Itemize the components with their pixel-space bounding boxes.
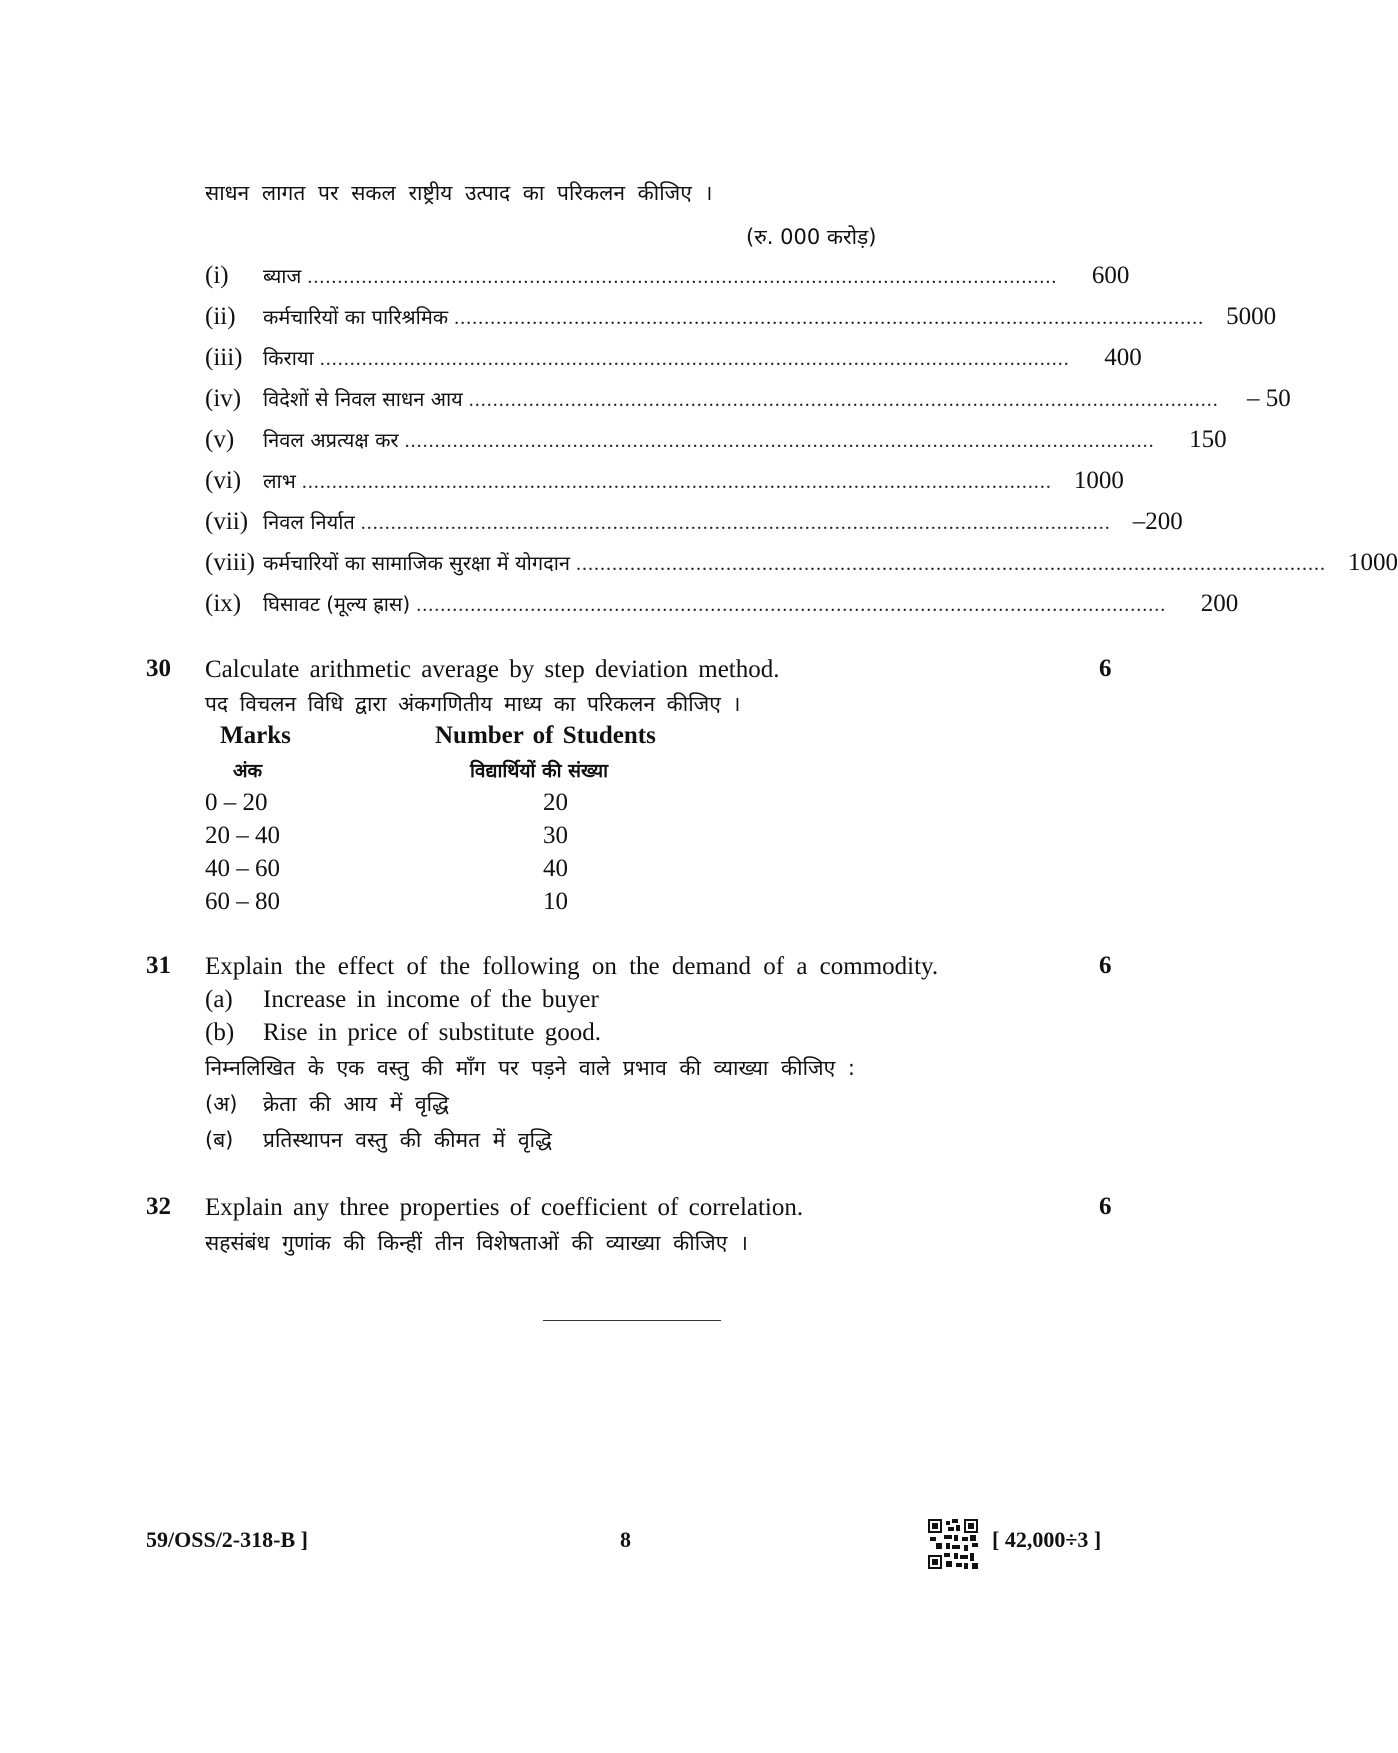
- item-label: निवल निर्यात: [263, 510, 355, 534]
- q29-item: [205, 262, 1130, 298]
- qr-code-icon: [928, 1519, 978, 1569]
- leader-dots: .............................................................................................................................: [404, 430, 1155, 452]
- q31-part-a-hi: क्रेता की आय में वृद्धि: [263, 1092, 449, 1116]
- item-number: (vii): [205, 508, 249, 535]
- leader-dots: .............................................................................................................................: [416, 594, 1167, 616]
- leader-dots: .............................................................................................................................: [301, 471, 1052, 493]
- q31-text-en: Explain the effect of the following on the demand of a commodity.: [205, 953, 939, 980]
- q29-item: [205, 549, 1398, 585]
- leader-dots: .............................................................................................................................: [576, 553, 1327, 575]
- q32-marks: 6: [1099, 1193, 1112, 1220]
- table-cell-count: 30: [543, 822, 568, 849]
- item-value: 600: [1091, 262, 1130, 289]
- item-value: 150: [1189, 426, 1227, 453]
- item-value: –200: [1132, 508, 1183, 535]
- q29-unit: (रु. 000 करोड़): [746, 225, 877, 249]
- q32-text-en: Explain any three properties of coefficient of correlation.: [205, 1194, 804, 1221]
- table-cell-count: 20: [543, 789, 568, 816]
- item-label: निवल अप्रत्यक्ष कर: [263, 428, 399, 452]
- leader-dots: .............................................................................................................................: [454, 307, 1205, 329]
- q30-marks: 6: [1099, 655, 1112, 682]
- table-cell-range: 20 – 40: [205, 822, 280, 849]
- footer-paper-code: 59/OSS/2-318-B ]: [146, 1527, 308, 1552]
- q32-text-hi: सहसंबंध गुणांक की किन्हीं तीन विशेषताओं की व्याख्या कीजिए ।: [205, 1231, 749, 1255]
- item-label: विदेशों से निवल साधन आय: [263, 387, 463, 411]
- col-header-students: Number of Students: [435, 722, 656, 749]
- q31-part-b-en: Rise in price of substitute good.: [263, 1019, 602, 1046]
- leader-dots: .............................................................................................................................: [468, 389, 1219, 411]
- q29-item: [205, 344, 1142, 380]
- q31-part-a-en: Increase in income of the buyer: [263, 986, 599, 1013]
- q29-instruction-hi: साधन लागत पर सकल राष्ट्रीय उत्पाद का परिकलन कीजिए ।: [205, 181, 713, 205]
- q31-part-b-label: (b): [205, 1019, 235, 1046]
- item-number: (iii): [205, 344, 243, 371]
- item-label: घिसावट (मूल्य ह्रास): [263, 592, 411, 616]
- table-cell-range: 40 – 60: [205, 855, 280, 882]
- item-value: 1000: [1073, 467, 1124, 494]
- item-number: (v): [205, 426, 235, 453]
- footer-print-count: [ 42,000÷3 ]: [992, 1527, 1102, 1552]
- q31-part-a-label: (a): [205, 986, 233, 1013]
- item-value: 5000: [1226, 303, 1277, 330]
- item-label: ब्याज: [263, 264, 302, 288]
- item-label: लाभ: [263, 469, 296, 493]
- col-header-marks-hi: अंक: [233, 760, 263, 782]
- item-value: 200: [1200, 590, 1239, 617]
- item-value: – 50: [1247, 385, 1291, 412]
- q31-marks: 6: [1099, 952, 1112, 979]
- col-header-marks: Marks: [220, 722, 291, 749]
- table-cell-count: 10: [543, 888, 568, 915]
- q29-item: [205, 590, 1239, 626]
- item-number: (iv): [205, 385, 242, 412]
- item-number: (ii): [205, 303, 236, 330]
- end-rule: [543, 1320, 721, 1321]
- q30-text-hi: पद विचलन विधि द्वारा अंकगणितीय माध्य का परिकलन कीजिए ।: [205, 692, 741, 716]
- table-cell-range: 0 – 20: [205, 789, 268, 816]
- item-number: (i): [205, 262, 229, 289]
- question-number: 30: [146, 655, 171, 682]
- q29-item: [205, 467, 1124, 503]
- q31-text-hi: निम्नलिखित के एक वस्तु की माँग पर पड़ने वाले प्रभाव की व्याख्या कीजिए :: [205, 1056, 856, 1080]
- leader-dots: .............................................................................................................................: [307, 266, 1058, 288]
- item-number: (viii): [205, 549, 255, 576]
- footer-page-number: 8: [620, 1527, 631, 1552]
- item-label: कर्मचारियों का सामाजिक सुरक्षा में योगदान: [263, 551, 571, 575]
- q31-part-b-hi-label: (ब): [205, 1128, 234, 1152]
- item-label: किराया: [263, 346, 314, 370]
- table-cell-count: 40: [543, 855, 568, 882]
- col-header-students-hi: विद्यार्थियों की संख्या: [470, 760, 609, 782]
- item-number: (vi): [205, 467, 242, 494]
- item-number: (ix): [205, 590, 242, 617]
- q29-item: [205, 508, 1183, 544]
- leader-dots: .............................................................................................................................: [319, 348, 1070, 370]
- q29-item: [205, 426, 1227, 462]
- q29-item: [205, 385, 1291, 421]
- item-value: 1000: [1348, 549, 1398, 576]
- table-cell-range: 60 – 80: [205, 888, 280, 915]
- leader-dots: .............................................................................................................................: [360, 512, 1111, 534]
- question-number: 32: [146, 1193, 171, 1220]
- q31-part-a-hi-label: (अ): [205, 1092, 238, 1116]
- question-number: 31: [146, 952, 171, 979]
- q31-part-b-hi: प्रतिस्थापन वस्तु की कीमत में वृद्धि: [263, 1128, 552, 1152]
- q29-item: [205, 303, 1277, 339]
- item-value: 400: [1104, 344, 1142, 371]
- item-label: कर्मचारियों का पारिश्रमिक: [263, 305, 449, 329]
- q30-text-en: Calculate arithmetic average by step deviation method.: [205, 656, 780, 683]
